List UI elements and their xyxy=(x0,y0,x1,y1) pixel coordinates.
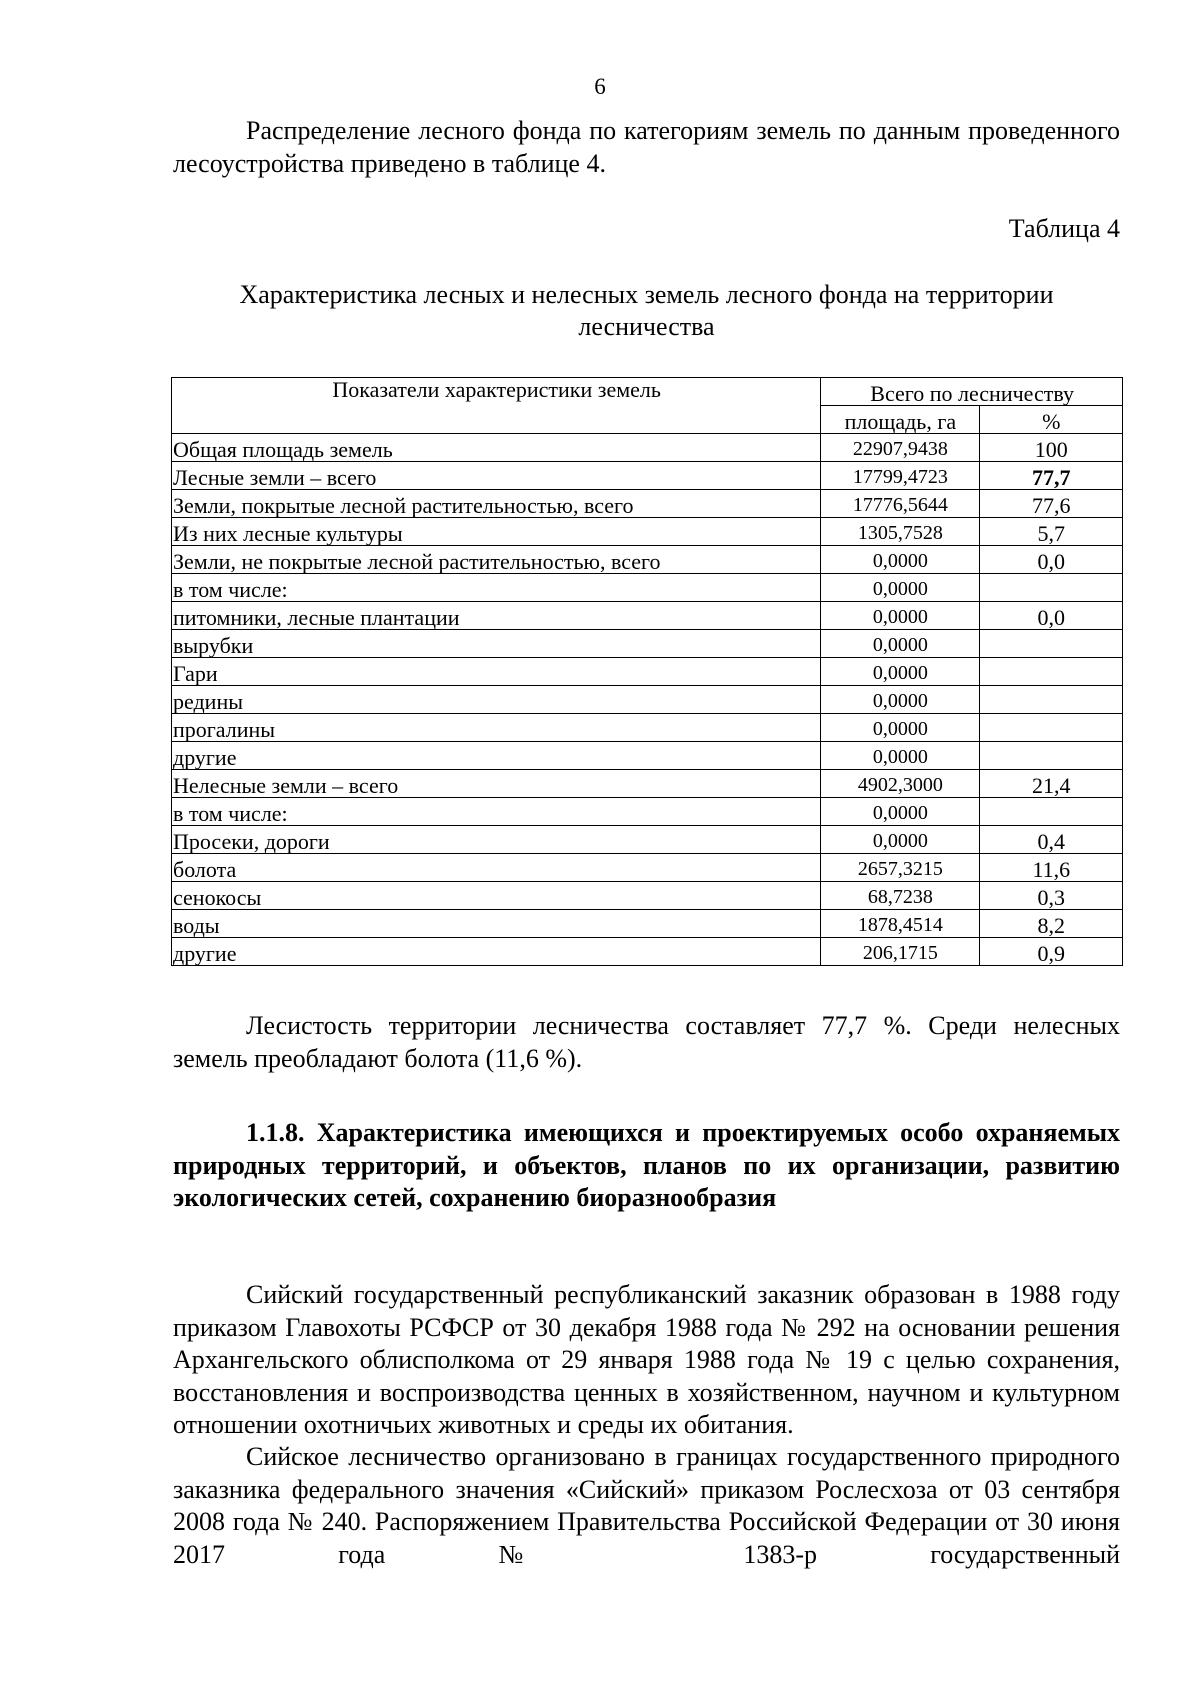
row-percent: 100 xyxy=(979,434,1122,462)
table-row xyxy=(172,714,1123,742)
row-name: в том числе: xyxy=(172,574,821,602)
row-percent: 21,4 xyxy=(979,770,1122,798)
land-characteristics-table xyxy=(171,377,1123,966)
row-name: воды xyxy=(172,910,821,938)
forest-cover-paragraph: Лесистость территории лесничества составляет 77,7 %. Среди нелесных земель преобладают болота (11,6 %). xyxy=(173,1011,1120,1073)
table-caption: Таблица 4 xyxy=(1008,214,1120,243)
table-title-line-2: лесничества xyxy=(578,312,715,341)
table-row xyxy=(172,826,1123,854)
header-area: площадь, га xyxy=(821,406,979,434)
row-area: 0,0000 xyxy=(821,546,979,574)
table-row xyxy=(172,742,1123,770)
table-row xyxy=(172,658,1123,686)
row-name: Земли, покрытые лесной растительностью, всего xyxy=(172,490,821,518)
table-row xyxy=(172,938,1123,966)
row-name: редины xyxy=(172,686,821,714)
row-percent: 0,0 xyxy=(979,602,1122,630)
row-area: 0,0000 xyxy=(821,798,979,826)
table-row xyxy=(172,798,1123,826)
row-name: болота xyxy=(172,854,821,882)
row-percent xyxy=(979,798,1122,826)
row-percent: 0,3 xyxy=(979,882,1122,910)
row-name: Нелесные земли – всего xyxy=(172,770,821,798)
row-name: Из них лесные культуры xyxy=(172,518,821,546)
row-percent: 0,9 xyxy=(979,938,1122,966)
row-area: 206,1715 xyxy=(821,938,979,966)
table-row xyxy=(172,630,1123,658)
row-area: 0,0000 xyxy=(821,714,979,742)
row-name: Лесные земли – всего xyxy=(172,462,821,490)
table-title xyxy=(173,279,1120,343)
row-name: Земли, не покрытые лесной растительностью, всего xyxy=(172,546,821,574)
row-name: Общая площадь земель xyxy=(172,434,821,462)
row-percent xyxy=(979,630,1122,658)
forestry-paragraph: Сийское лесничество организовано в границах государственного природного заказника федерального значения «Сийский» приказом Рослесхоза от 03 сентября 2008 года № 240. Распоряжением Правительства Российской Федерации от 30 июня 2017 года № 1383-р государственный xyxy=(173,1442,1120,1569)
row-area: 17776,5644 xyxy=(821,490,979,518)
header-indicators: Показатели характеристики земель xyxy=(172,378,821,434)
row-percent: 77,7 xyxy=(979,462,1122,490)
table-row xyxy=(172,686,1123,714)
row-area: 1305,7528 xyxy=(821,518,979,546)
header-total-forestry: Всего по лесничеству xyxy=(821,378,1123,406)
header-percent: % xyxy=(979,406,1122,434)
row-area: 1878,4514 xyxy=(821,910,979,938)
table-header-row xyxy=(172,378,1123,406)
row-area: 0,0000 xyxy=(821,826,979,854)
row-percent: 8,2 xyxy=(979,910,1122,938)
row-area: 0,0000 xyxy=(821,686,979,714)
table-row xyxy=(172,854,1123,882)
row-percent xyxy=(979,714,1122,742)
reserve-paragraph: Сийский государственный республиканский заказник образован в 1988 году приказом Главохоты РСФСР от 30 декабря 1988 года № 292 на основании решения Архангельского облисполкома от 29 января 1988 года № 19 с целью сохранения, восстановления и воспроизводства ценных в хозяйственном, научном и культурном отношении охотничьих животных и среды их обитания. xyxy=(173,1280,1120,1439)
row-name: вырубки xyxy=(172,630,821,658)
table-row xyxy=(172,434,1123,462)
row-name: питомники, лесные плантации xyxy=(172,602,821,630)
row-name: сенокосы xyxy=(172,882,821,910)
table-row xyxy=(172,462,1123,490)
intro-paragraph: Распределение лесного фонда по категориям земель по данным проведенного лесоустройства приведено в таблице 4. xyxy=(173,116,1120,178)
row-area: 22907,9438 xyxy=(821,434,979,462)
row-percent xyxy=(979,686,1122,714)
row-area: 4902,3000 xyxy=(821,770,979,798)
row-percent xyxy=(979,574,1122,602)
row-area: 0,0000 xyxy=(821,742,979,770)
row-area: 0,0000 xyxy=(821,630,979,658)
row-name: другие xyxy=(172,938,821,966)
row-name: Гари xyxy=(172,658,821,686)
row-area: 17799,4723 xyxy=(821,462,979,490)
row-percent: 77,6 xyxy=(979,490,1122,518)
row-area: 0,0000 xyxy=(821,658,979,686)
table-row xyxy=(172,490,1123,518)
page-number: 6 xyxy=(594,74,606,99)
row-area: 2657,3215 xyxy=(821,854,979,882)
row-percent xyxy=(979,658,1122,686)
table-row xyxy=(172,770,1123,798)
table-row xyxy=(172,882,1123,910)
row-area: 68,7238 xyxy=(821,882,979,910)
row-name: прогалины xyxy=(172,714,821,742)
row-percent: 0,4 xyxy=(979,826,1122,854)
table-row xyxy=(172,602,1123,630)
row-percent: 5,7 xyxy=(979,518,1122,546)
table-title-line-1: Характеристика лесных и нелесных земель лесного фонда на территории xyxy=(239,280,1054,309)
section-heading: 1.1.8. Характеристика имеющихся и проектируемых особо охраняемых природных территорий, и объектов, планов по их организации, развитию экологических сетей, сохранению биоразнообразия xyxy=(173,1118,1120,1212)
row-name: другие xyxy=(172,742,821,770)
row-area: 0,0000 xyxy=(821,574,979,602)
table-row xyxy=(172,518,1123,546)
row-percent xyxy=(979,742,1122,770)
row-percent: 0,0 xyxy=(979,546,1122,574)
table-row xyxy=(172,574,1123,602)
table-row xyxy=(172,910,1123,938)
row-percent: 11,6 xyxy=(979,854,1122,882)
row-name: Просеки, дороги xyxy=(172,826,821,854)
table-row xyxy=(172,546,1123,574)
row-area: 0,0000 xyxy=(821,602,979,630)
row-name: в том числе: xyxy=(172,798,821,826)
